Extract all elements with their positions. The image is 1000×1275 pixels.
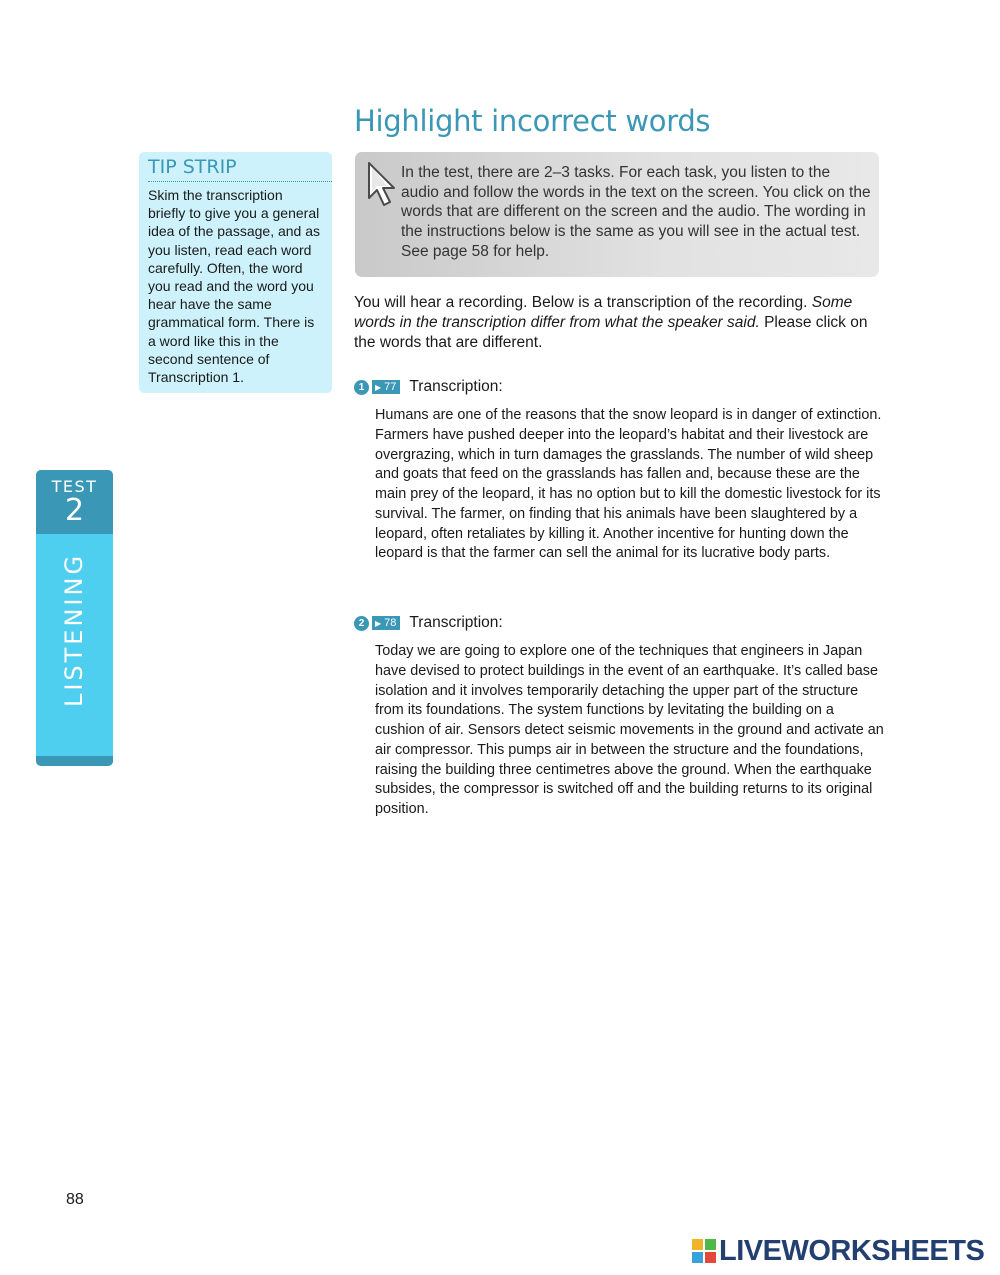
side-tab-section-label: LISTENING xyxy=(60,552,88,708)
intro-paragraph xyxy=(354,293,884,353)
side-tab-bottom-bar xyxy=(36,756,113,766)
task-1-audio-button[interactable] xyxy=(372,380,400,394)
side-tab-test-number: 2 xyxy=(64,493,85,528)
task-1-audio-track: 77 xyxy=(384,381,397,393)
task-2-header xyxy=(354,613,503,633)
tip-strip-heading: TIP STRIP xyxy=(148,156,332,182)
play-audio-icon: ▶ xyxy=(375,382,382,392)
liveworksheets-logo-icon xyxy=(692,1239,716,1263)
task-2-transcription[interactable]: Today we are going to explore one of the techniques that engineers in Japan have devised to protect buildings in the event of an earthquake. It’s called base isolation and it involves temporarily detaching the upper part of the structure from its foundations. The system functions by levitating the building on a cushion of air. Sensors detect seismic movements in the ground and activate an air compressor. This pumps air in between the structure and the foundations, raising the building three centimetres above the ground. When the earthquake subsides, the compressor is switched off and the building returns to its original position. xyxy=(375,643,884,817)
task-1-transcription[interactable]: Humans are one of the reasons that the snow leopard is in danger of extinction. Farmers have pushed deeper into the leopard’s habitat and their livestock are overgrazing, which in turn damages the grasslands. The number of wild sheep and goats that feed on the grasslands has fallen and, because these are the main prey of the leopard, it has no option but to kill the domestic livestock for its survival. The farmer, on finding that his animals have been slaughtered by a leopard, often retaliates by killing it. Another incentive for hunting down the leopard is that the farmer can sell the animal for its lucrative body parts. xyxy=(375,407,882,562)
side-tab-test-label: TEST xyxy=(51,477,98,496)
intro-text-2: Please click on the words that are different. xyxy=(354,314,868,351)
task-1-header xyxy=(354,377,503,397)
task-2-audio-button[interactable] xyxy=(372,616,400,630)
cursor-arrow-icon xyxy=(365,160,399,210)
side-tab-test-block xyxy=(36,470,113,534)
instruction-box xyxy=(355,152,879,277)
tip-strip xyxy=(139,152,332,393)
task-1-label: Transcription: xyxy=(409,378,503,395)
task-2-number: 2 xyxy=(354,616,369,631)
play-audio-icon: ▶ xyxy=(375,618,382,628)
task-2-label: Transcription: xyxy=(409,614,503,631)
liveworksheets-brand[interactable] xyxy=(692,1235,984,1267)
intro-text-italic: Some words in the transcription differ from what the speaker said. xyxy=(354,294,853,331)
tip-strip-body: Skim the transcription briefly to give you a general idea of the passage, and as you listen, read each word carefully. Often, the word you read and the word you hear have the same grammatical form. There is a word like this in the second sentence of Transcription 1. xyxy=(148,187,321,386)
intro-text-1: You will hear a recording. Below is a transcription of the recording. xyxy=(354,294,812,311)
page-number: 88 xyxy=(66,1191,84,1208)
instruction-text: In the test, there are 2–3 tasks. For each task, you listen to the audio and follow the words in the text on the screen. You click on the words that are different on the screen and the audio. The wording in the instructions below is the same as you will see in the actual test. See page 58 for help. xyxy=(401,164,871,260)
task-1-number: 1 xyxy=(354,380,369,395)
page-title: Highlight incorrect words xyxy=(354,104,711,138)
task-2-audio-track: 78 xyxy=(384,617,397,629)
brand-name: LIVEWORKSHEETS xyxy=(719,1234,985,1267)
side-section-tab xyxy=(36,470,113,766)
